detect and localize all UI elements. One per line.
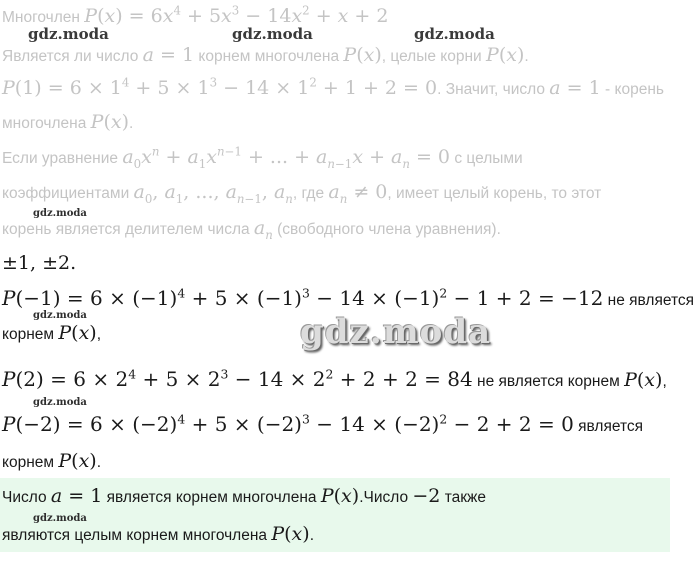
an-symbol: $a_n$ <box>253 217 273 242</box>
answer-part4: также <box>444 489 487 506</box>
a-equals-1-c: a = 1 <box>50 485 103 507</box>
p1-line-2: многочлена P(x). <box>2 111 134 133</box>
p-of-x-6: P(x) <box>58 450 97 472</box>
theorem-part6: корень является делителем числа <box>2 221 250 238</box>
watermark-logo: gdz.moda <box>33 208 87 219</box>
answer-part3: Число <box>363 489 409 506</box>
theorem-part1: Если уравнение <box>2 150 118 167</box>
p-of-x: P(x) <box>343 44 382 66</box>
p-minus2-line <box>2 412 643 439</box>
theorem-line-1 <box>2 145 523 171</box>
p-minus2-formula: $P(-2) = 6 \times (-2)^4 + 5 \times (-2)^3 - 14 \times (-2)^2 - 2 + 2 = 0$ <box>2 411 574 436</box>
is-root-text: является <box>578 418 644 435</box>
answer-part1: Число <box>2 489 47 506</box>
p-of-x-4: P(x) <box>58 322 97 344</box>
polynomial-formula: $P(x) = 6x^4 + 5x^3 - 14x^2 + x + 2$ <box>84 3 389 27</box>
answer-line-2: являются целым корнем многочлена P(x). <box>2 523 314 545</box>
watermark-logo: gdz.moda <box>414 25 495 43</box>
divisors: ±1, ±2. <box>2 252 77 274</box>
a-equals-1-b: a = 1 <box>549 77 601 99</box>
p1-text: . Значит, число <box>437 81 545 98</box>
p-minus1-formula: $P(-1) = 6 \times (-1)^4 + 5 \times (-1)^3 - 14 \times (-1)^2 - 1 + 2 = -12$ <box>2 285 604 310</box>
not-root-full-text: не является корнем <box>477 373 620 390</box>
equation-formula: $a_0x^n + a_1x^{n-1}$ + ... + $a_{n-1}x + a_n = 0$ <box>122 144 451 171</box>
question-text: Является ли число <box>2 48 139 65</box>
watermark-logo: gdz.moda <box>33 513 87 524</box>
coefficients: $a_0$, $a_1$, ..., $a_{n-1}$, $a_n$ <box>133 181 293 206</box>
p-of-x-2: P(x) <box>486 44 525 66</box>
question-root-text: корнем многочлена <box>198 48 340 65</box>
theorem-part5: , имеет целый корень, то этот <box>387 185 602 202</box>
divisors-line <box>2 251 76 277</box>
root-word: корнем <box>2 326 55 343</box>
p1-word: многочлена <box>2 115 87 132</box>
theorem-line-2 <box>2 180 601 206</box>
p2-line: $P(2) = 6 \times 2^4 + 5 \times 2^3 - 14 \times 2^2 + 2 + 2 = 84$ не является корнем P(x), <box>2 366 667 391</box>
p-of-x-7: P(x) <box>320 485 360 507</box>
root-word-2: корнем <box>2 454 55 471</box>
answer-part2: является корнем многочлена <box>106 489 317 506</box>
polynomial-label: Многочлен <box>2 9 80 26</box>
theorem-part3: коэффициентами <box>2 185 130 202</box>
question-line: Является ли число a = 1 корнем многочлена P(x), целые корни P(x). <box>2 44 529 66</box>
watermark-logo: gdz.moda <box>33 310 87 321</box>
watermark-logo: gdz.moda <box>33 397 87 408</box>
watermark-logo: gdz.moda <box>232 25 313 43</box>
p-of-x-5: P(x) <box>624 369 663 391</box>
an-nonzero: $a_n \ne 0$ <box>328 181 388 206</box>
not-root-text: не является <box>607 292 694 309</box>
answer-line-1: Число a = 1 является корнем многочлена P(x).Число −2 также <box>2 485 487 507</box>
p2-formula: $P(2) = 6 \times 2^4 + 5 \times 2^3 - 14 \times 2^2 + 2 + 2 = 84$ <box>2 366 473 391</box>
p-of-x-8: P(x) <box>271 523 310 545</box>
answer-part5: являются целым корнем многочлена <box>2 527 268 544</box>
p-minus1-line-2: корнем P(x), <box>2 322 102 344</box>
theorem-part2: с целыми <box>454 150 523 167</box>
p-minus2-line-2: корнем P(x). <box>2 450 102 472</box>
question-tail: , целые корни <box>381 48 482 65</box>
theorem-part4: , где <box>292 185 325 202</box>
theorem-part7: (свободного члена уравнения). <box>277 221 501 238</box>
a-equals-1: a = 1 <box>142 44 195 66</box>
theorem-line-3 <box>2 216 501 242</box>
minus-two: −2 <box>412 485 441 507</box>
p-of-x-3: P(x) <box>90 111 130 133</box>
p1-formula: $P(1) = 6 \times 1^4 + 5 \times 1^3 - 14 \times 1^2 + 1 + 2 = 0$ <box>2 75 438 99</box>
watermark-logo-large: gdz.moda <box>300 312 492 352</box>
watermark-logo: gdz.moda <box>28 25 109 43</box>
p1-tail: - корень <box>605 81 664 98</box>
p1-line <box>2 76 664 102</box>
p-minus1-line <box>2 286 694 313</box>
